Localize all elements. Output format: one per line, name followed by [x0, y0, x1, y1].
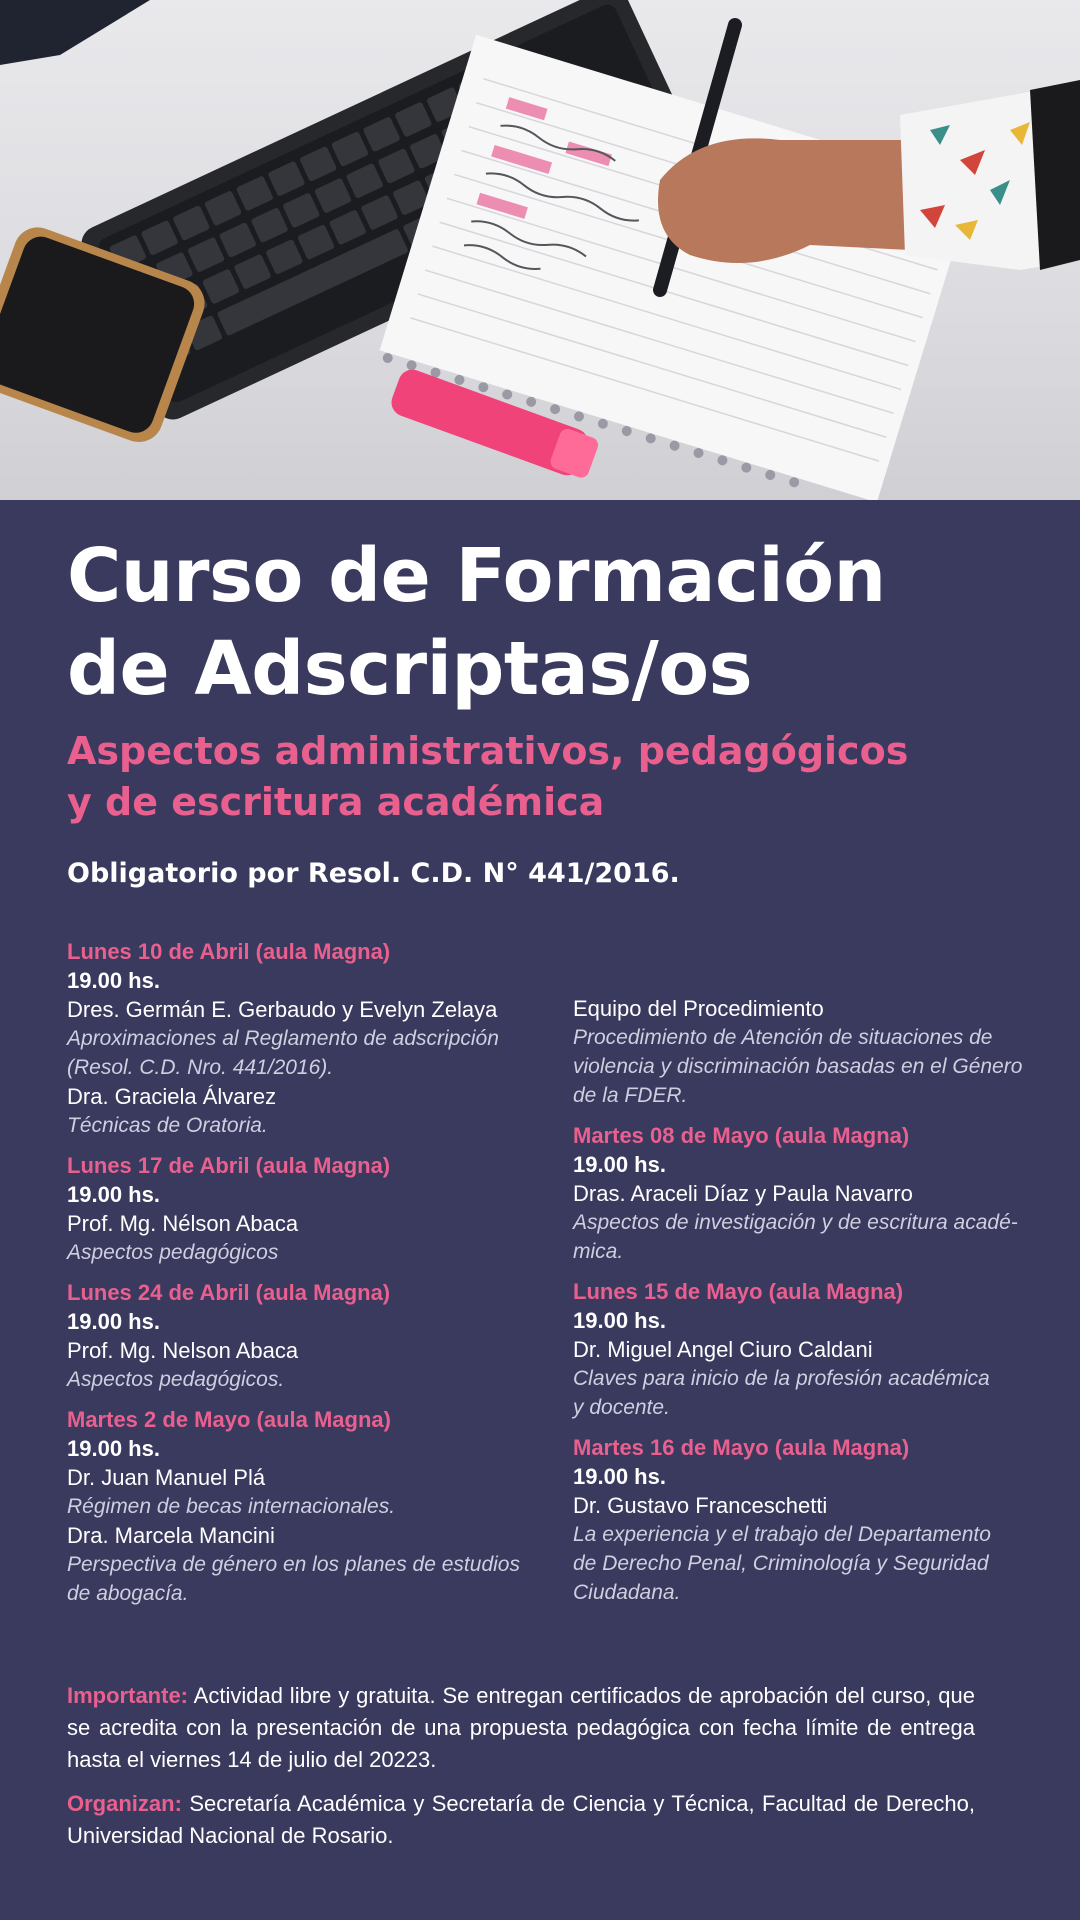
session-item	[67, 1151, 527, 1267]
session-speaker: Dr. Juan Manuel Plá	[67, 1465, 266, 1490]
session-topic: violencia y discriminación basadas en el Género	[573, 1055, 1023, 1078]
subtitle-line-1: Aspectos administrativos, pedagógicos	[67, 729, 909, 773]
session-date: Lunes 10 de Abril (aula Magna)	[67, 939, 391, 964]
session-speaker: Dr. Gustavo Franceschetti	[573, 1493, 828, 1518]
session-topic: Técnicas de Oratoria.	[67, 1114, 268, 1137]
important-text: Actividad libre y gratuita. Se entregan certificados de aprobación del curso, que se acredita con la presentación de una propuesta pedagógica con fecha límite de entrega hasta el viernes 14 de julio del 20223.	[67, 1683, 975, 1772]
subtitle-line-2: y de escritura académica	[67, 780, 605, 824]
session-date: Lunes 15 de Mayo (aula Magna)	[573, 1279, 904, 1304]
session-speaker: Equipo del Procedimiento	[573, 996, 824, 1021]
session-item	[573, 1121, 1033, 1266]
session-topic: Claves para inicio de la profesión académica	[573, 1367, 990, 1390]
title-line-2: de Adscriptas/os	[67, 626, 753, 712]
page-subtitle	[67, 726, 1017, 828]
session-topic: (Resol. C.D. Nro. 441/2016).	[67, 1056, 334, 1079]
footer-notes	[67, 1680, 975, 1864]
schedule-left-column	[67, 937, 527, 1619]
organizers-text: Secretaría Académica y Secretaría de Ciencia y Técnica, Facultad de Derecho, Universidad Nacional de Rosario.	[67, 1791, 975, 1848]
desk-notebook-illustration	[0, 0, 1080, 500]
session-time: 19.00 hs.	[67, 1182, 160, 1207]
session-topic: y docente.	[573, 1396, 670, 1419]
session-speaker: Dr. Miguel Angel Ciuro Caldani	[573, 1337, 873, 1362]
session-topic: Aspectos pedagógicos	[67, 1241, 279, 1264]
session-time: 19.00 hs.	[573, 1152, 666, 1177]
important-note	[67, 1680, 975, 1776]
session-item	[573, 1433, 1033, 1607]
session-topic: Perspectiva de género en los planes de estudios	[67, 1553, 520, 1576]
session-time: 19.00 hs.	[67, 1436, 160, 1461]
session-topic: de la FDER.	[573, 1084, 688, 1107]
session-topic: Ciudadana.	[573, 1581, 681, 1604]
session-time: 19.00 hs.	[573, 1464, 666, 1489]
session-time: 19.00 hs.	[67, 1309, 160, 1334]
session-item	[67, 1405, 527, 1608]
mandatory-notice: Obligatorio por Resol. C.D. N° 441/2016.	[67, 858, 680, 889]
session-date: Martes 2 de Mayo (aula Magna)	[67, 1407, 391, 1432]
session-speaker: Dras. Araceli Díaz y Paula Navarro	[573, 1181, 913, 1206]
session-topic: La experiencia y el trabajo del Departamento	[573, 1523, 991, 1546]
title-line-1: Curso de Formación	[67, 533, 886, 619]
session-item	[573, 994, 1033, 1110]
session-date: Martes 08 de Mayo (aula Magna)	[573, 1123, 910, 1148]
organizers-note	[67, 1788, 975, 1852]
session-date: Lunes 24 de Abril (aula Magna)	[67, 1280, 391, 1305]
session-topic: Régimen de becas internacionales.	[67, 1495, 396, 1518]
session-date: Lunes 17 de Abril (aula Magna)	[67, 1153, 391, 1178]
hero-photo	[0, 0, 1080, 500]
session-time: 19.00 hs.	[573, 1308, 666, 1333]
session-item	[67, 937, 527, 1140]
session-date: Martes 16 de Mayo (aula Magna)	[573, 1435, 910, 1460]
page-title	[67, 530, 1017, 716]
schedule-right-column	[573, 994, 1033, 1618]
session-speaker: Prof. Mg. Nelson Abaca	[67, 1338, 299, 1363]
organizers-label: Organizan:	[67, 1791, 182, 1816]
session-topic: Aspectos pedagógicos.	[67, 1368, 285, 1391]
session-item	[67, 1278, 527, 1394]
session-topic: Procedimiento de Atención de situaciones de	[573, 1026, 993, 1049]
header-section	[67, 530, 1017, 889]
session-speaker: Prof. Mg. Nélson Abaca	[67, 1211, 299, 1236]
session-speaker: Dra. Marcela Mancini	[67, 1523, 275, 1548]
session-topic: de abogacía.	[67, 1582, 189, 1605]
session-time: 19.00 hs.	[67, 968, 160, 993]
session-topic: mica.	[573, 1240, 624, 1263]
session-topic: Aspectos de investigación y de escritura acadé-	[573, 1211, 1018, 1234]
session-item	[573, 1277, 1033, 1422]
session-speaker: Dra. Graciela Álvarez	[67, 1084, 277, 1109]
session-speaker: Dres. Germán E. Gerbaudo y Evelyn Zelaya	[67, 997, 498, 1022]
important-label: Importante:	[67, 1683, 188, 1708]
session-topic: de Derecho Penal, Criminología y Seguridad	[573, 1552, 989, 1575]
session-topic: Aproximaciones al Reglamento de adscripción	[67, 1027, 499, 1050]
